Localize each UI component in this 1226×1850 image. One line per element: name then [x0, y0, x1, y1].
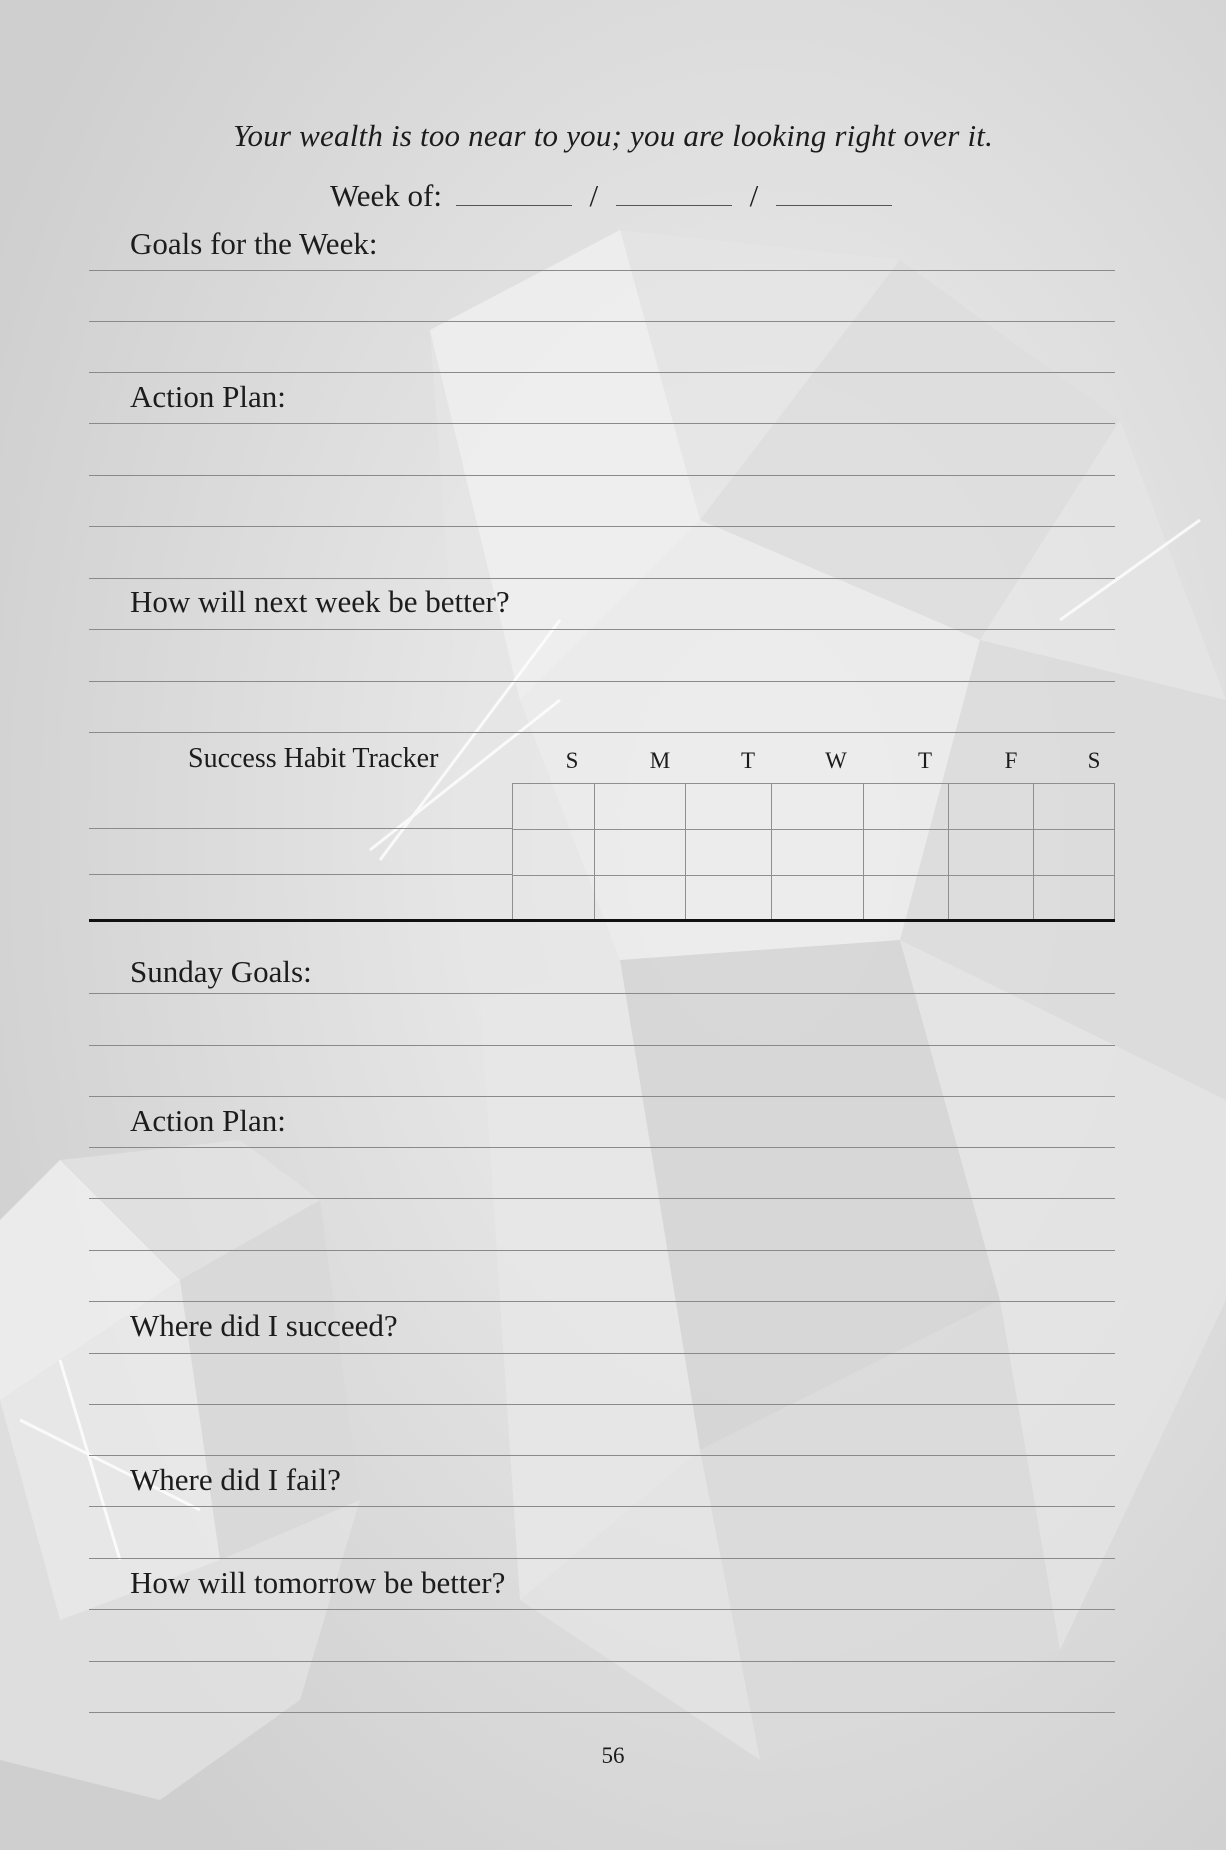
page-number: 56	[601, 1743, 625, 1768]
writing-line[interactable]	[89, 1558, 1115, 1559]
habit-checkbox[interactable]	[594, 829, 686, 876]
goals-for-week-label: Goals for the Week:	[130, 226, 378, 261]
day-header-friday: F	[1004, 748, 1018, 773]
habit-line[interactable]	[89, 828, 512, 829]
habit-checkbox[interactable]	[685, 829, 772, 876]
writing-line[interactable]	[89, 1147, 1115, 1148]
writing-line[interactable]	[89, 1404, 1115, 1405]
writing-line[interactable]	[89, 1661, 1115, 1662]
habit-checkbox[interactable]	[771, 829, 864, 876]
day-header-thursday: T	[917, 748, 933, 773]
habit-checkbox[interactable]	[948, 875, 1034, 921]
habit-line[interactable]	[89, 874, 512, 875]
quote: Your wealth is too near to you; you are looking right over it.	[232, 118, 994, 153]
day-header-tuesday: T	[740, 748, 756, 773]
habit-checkbox[interactable]	[863, 875, 949, 921]
writing-line[interactable]	[89, 1045, 1115, 1046]
tomorrow-better-label: How will tomorrow be better?	[130, 1565, 506, 1600]
where-fail-label: Where did I fail?	[130, 1462, 341, 1497]
writing-line[interactable]	[89, 1506, 1115, 1507]
writing-line[interactable]	[89, 270, 1115, 271]
habit-checkbox[interactable]	[1033, 829, 1115, 876]
writing-line[interactable]	[89, 1198, 1115, 1199]
day-header-saturday: S	[1087, 748, 1101, 773]
writing-line[interactable]	[89, 629, 1115, 630]
habit-checkbox[interactable]	[512, 783, 595, 830]
habit-checkbox[interactable]	[771, 783, 864, 830]
writing-line[interactable]	[89, 526, 1115, 527]
next-week-better-label: How will next week be better?	[130, 584, 510, 619]
section-divider	[89, 919, 1115, 922]
habit-checkbox[interactable]	[594, 783, 686, 830]
week-blank-2[interactable]	[616, 177, 732, 206]
habit-checkbox[interactable]	[1033, 875, 1115, 921]
habit-checkbox[interactable]	[685, 783, 772, 830]
week-blank-1[interactable]	[456, 177, 572, 206]
habit-checkbox[interactable]	[685, 875, 772, 921]
habit-checkbox[interactable]	[512, 829, 595, 876]
writing-line[interactable]	[89, 372, 1115, 373]
writing-line[interactable]	[89, 681, 1115, 682]
where-succeed-label: Where did I succeed?	[130, 1308, 398, 1343]
sunday-action-plan-label: Action Plan:	[130, 1103, 286, 1138]
habit-checkbox[interactable]	[594, 875, 686, 921]
writing-line[interactable]	[89, 1609, 1115, 1610]
week-of-label: Week of:	[330, 178, 442, 213]
writing-line[interactable]	[89, 1096, 1115, 1097]
habit-checkbox[interactable]	[948, 783, 1034, 830]
writing-line[interactable]	[89, 578, 1115, 579]
week-blank-3[interactable]	[776, 177, 892, 206]
writing-line[interactable]	[89, 1301, 1115, 1302]
habit-checkbox[interactable]	[512, 875, 595, 921]
habit-checkbox[interactable]	[1033, 783, 1115, 830]
sunday-goals-label: Sunday Goals:	[130, 954, 312, 989]
habit-checkbox[interactable]	[948, 829, 1034, 876]
writing-line[interactable]	[89, 321, 1115, 322]
day-header-monday: M	[649, 748, 671, 773]
writing-line[interactable]	[89, 475, 1115, 476]
habit-tracker-grid	[512, 783, 1114, 920]
writing-line[interactable]	[89, 1455, 1115, 1456]
day-header-sunday: S	[565, 748, 579, 773]
habit-checkbox[interactable]	[863, 783, 949, 830]
writing-line[interactable]	[89, 732, 1115, 733]
action-plan-label: Action Plan:	[130, 379, 286, 414]
writing-line[interactable]	[89, 1712, 1115, 1713]
habit-checkbox[interactable]	[771, 875, 864, 921]
writing-line[interactable]	[89, 1250, 1115, 1251]
week-separator-2: /	[749, 178, 759, 213]
writing-line[interactable]	[89, 423, 1115, 424]
writing-line[interactable]	[89, 993, 1115, 994]
habit-checkbox[interactable]	[863, 829, 949, 876]
habit-tracker-title: Success Habit Tracker	[188, 743, 439, 774]
week-of-row	[330, 177, 898, 214]
week-separator-1: /	[589, 178, 599, 213]
day-header-wednesday: W	[825, 748, 847, 773]
writing-line[interactable]	[89, 1353, 1115, 1354]
